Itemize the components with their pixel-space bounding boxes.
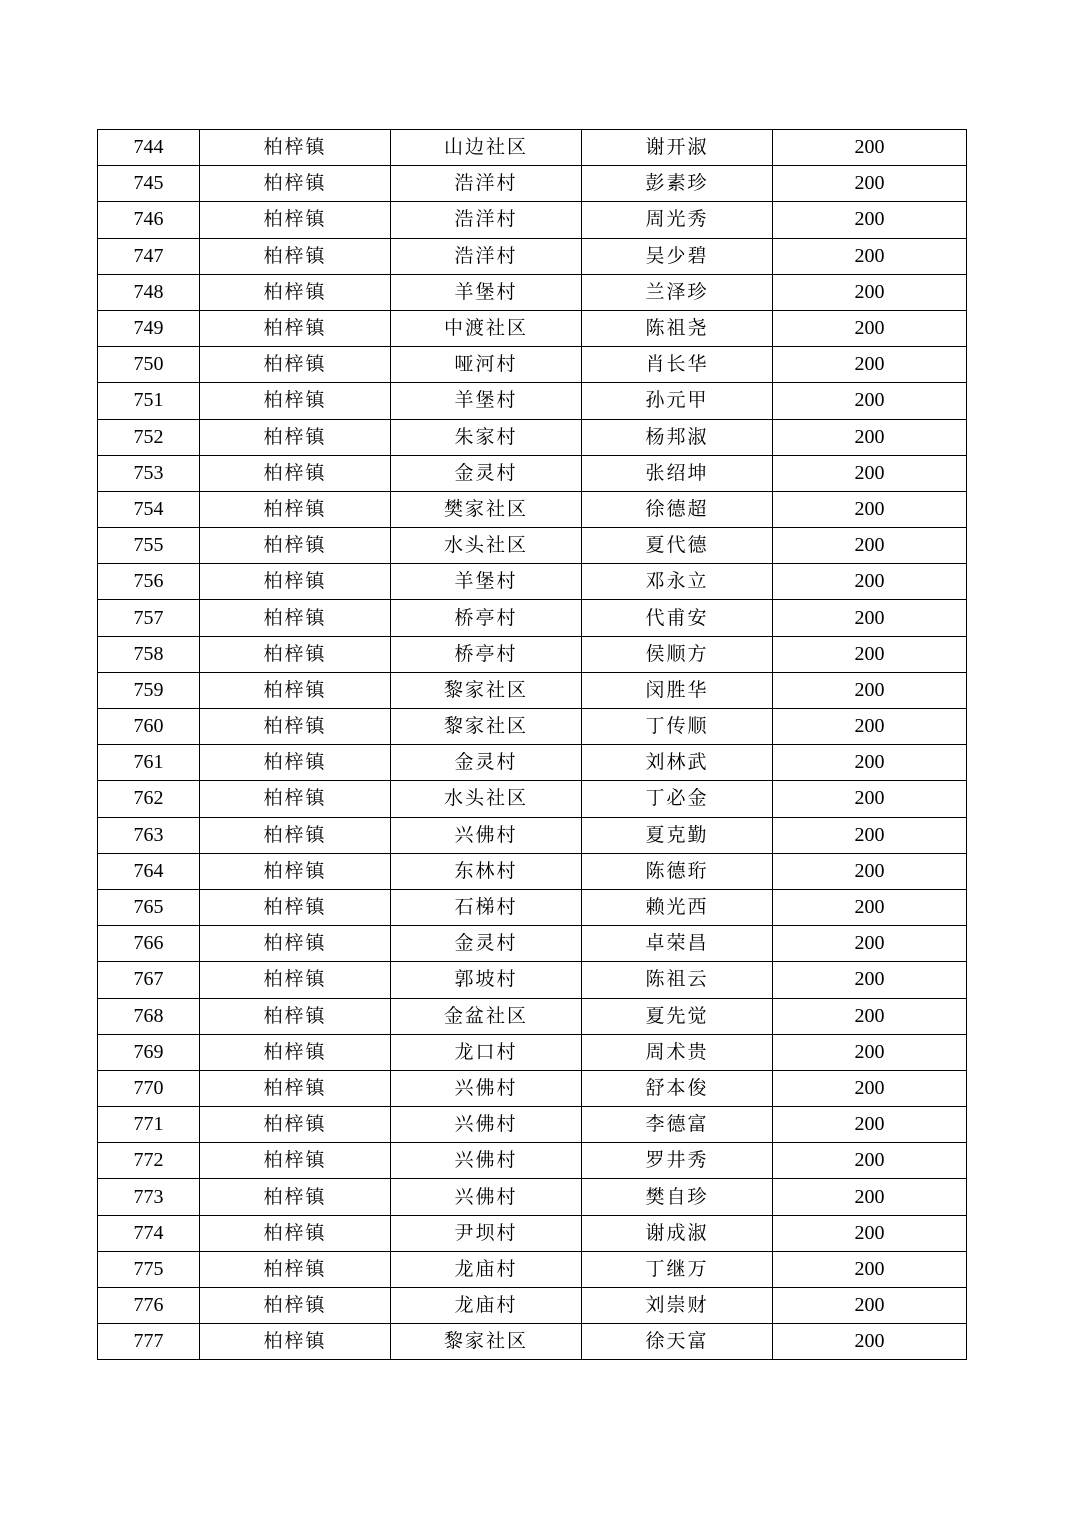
row-number-cell: 762 [98,781,200,817]
village-cell: 兴佛村 [391,817,582,853]
amount-cell: 200 [773,166,967,202]
town-cell: 柏梓镇 [200,1034,391,1070]
person-name-cell: 夏代德 [582,528,773,564]
town-cell: 柏梓镇 [200,383,391,419]
person-name-cell: 刘崇财 [582,1288,773,1324]
person-name-cell: 徐德超 [582,491,773,527]
roster-table [97,129,967,1360]
amount-cell: 200 [773,926,967,962]
row-number-cell: 770 [98,1070,200,1106]
town-cell: 柏梓镇 [200,1215,391,1251]
person-name-cell: 杨邦淑 [582,419,773,455]
amount-cell: 200 [773,1107,967,1143]
row-number-cell: 746 [98,202,200,238]
table-row [98,1288,967,1324]
table-row [98,781,967,817]
row-number-cell: 765 [98,889,200,925]
amount-cell: 200 [773,1215,967,1251]
table-row [98,202,967,238]
row-number-cell: 772 [98,1143,200,1179]
row-number-cell: 756 [98,564,200,600]
row-number-cell: 766 [98,926,200,962]
village-cell: 朱家村 [391,419,582,455]
town-cell: 柏梓镇 [200,817,391,853]
village-cell: 东林村 [391,853,582,889]
village-cell: 金灵村 [391,926,582,962]
amount-cell: 200 [773,745,967,781]
table-row [98,889,967,925]
amount-cell: 200 [773,310,967,346]
row-number-cell: 754 [98,491,200,527]
row-number-cell: 761 [98,745,200,781]
town-cell: 柏梓镇 [200,709,391,745]
person-name-cell: 张绍坤 [582,455,773,491]
town-cell: 柏梓镇 [200,1070,391,1106]
table-row [98,347,967,383]
town-cell: 柏梓镇 [200,419,391,455]
village-cell: 山边社区 [391,130,582,166]
table-row [98,1143,967,1179]
village-cell: 金盆社区 [391,998,582,1034]
town-cell: 柏梓镇 [200,1143,391,1179]
village-cell: 水头社区 [391,781,582,817]
row-number-cell: 767 [98,962,200,998]
amount-cell: 200 [773,347,967,383]
table-row [98,926,967,962]
table-row [98,817,967,853]
village-cell: 黎家社区 [391,709,582,745]
town-cell: 柏梓镇 [200,998,391,1034]
row-number-cell: 773 [98,1179,200,1215]
amount-cell: 200 [773,130,967,166]
table-row [98,383,967,419]
town-cell: 柏梓镇 [200,238,391,274]
village-cell: 龙庙村 [391,1288,582,1324]
village-cell: 中渡社区 [391,310,582,346]
person-name-cell: 丁继万 [582,1251,773,1287]
amount-cell: 200 [773,238,967,274]
village-cell: 兴佛村 [391,1070,582,1106]
person-name-cell: 陈祖尧 [582,310,773,346]
person-name-cell: 彭素珍 [582,166,773,202]
person-name-cell: 谢开淑 [582,130,773,166]
row-number-cell: 750 [98,347,200,383]
amount-cell: 200 [773,419,967,455]
person-name-cell: 夏先觉 [582,998,773,1034]
amount-cell: 200 [773,1324,967,1360]
row-number-cell: 755 [98,528,200,564]
amount-cell: 200 [773,853,967,889]
person-name-cell: 舒本俊 [582,1070,773,1106]
row-number-cell: 759 [98,672,200,708]
table-row [98,1107,967,1143]
village-cell: 石梯村 [391,889,582,925]
village-cell: 黎家社区 [391,1324,582,1360]
row-number-cell: 749 [98,310,200,346]
table-row [98,600,967,636]
row-number-cell: 744 [98,130,200,166]
row-number-cell: 757 [98,600,200,636]
person-name-cell: 陈德珩 [582,853,773,889]
table-row [98,1034,967,1070]
village-cell: 黎家社区 [391,672,582,708]
table-row [98,1215,967,1251]
row-number-cell: 769 [98,1034,200,1070]
town-cell: 柏梓镇 [200,130,391,166]
row-number-cell: 745 [98,166,200,202]
row-number-cell: 768 [98,998,200,1034]
person-name-cell: 刘林武 [582,745,773,781]
person-name-cell: 兰泽珍 [582,274,773,310]
table-row [98,130,967,166]
amount-cell: 200 [773,962,967,998]
row-number-cell: 758 [98,636,200,672]
person-name-cell: 吴少碧 [582,238,773,274]
amount-cell: 200 [773,1179,967,1215]
table-row [98,166,967,202]
table-row [98,1070,967,1106]
town-cell: 柏梓镇 [200,853,391,889]
row-number-cell: 777 [98,1324,200,1360]
row-number-cell: 774 [98,1215,200,1251]
table-row [98,528,967,564]
person-name-cell: 丁传顺 [582,709,773,745]
town-cell: 柏梓镇 [200,672,391,708]
town-cell: 柏梓镇 [200,491,391,527]
table-row [98,1324,967,1360]
row-number-cell: 751 [98,383,200,419]
amount-cell: 200 [773,491,967,527]
person-name-cell: 李德富 [582,1107,773,1143]
village-cell: 兴佛村 [391,1107,582,1143]
table-row [98,274,967,310]
table-row [98,1251,967,1287]
table-row [98,1179,967,1215]
town-cell: 柏梓镇 [200,1179,391,1215]
person-name-cell: 周光秀 [582,202,773,238]
village-cell: 羊堡村 [391,274,582,310]
person-name-cell: 孙元甲 [582,383,773,419]
village-cell: 兴佛村 [391,1143,582,1179]
table-row [98,238,967,274]
amount-cell: 200 [773,998,967,1034]
town-cell: 柏梓镇 [200,636,391,672]
town-cell: 柏梓镇 [200,347,391,383]
table-row [98,998,967,1034]
table-row [98,853,967,889]
person-name-cell: 代甫安 [582,600,773,636]
town-cell: 柏梓镇 [200,600,391,636]
town-cell: 柏梓镇 [200,781,391,817]
town-cell: 柏梓镇 [200,202,391,238]
person-name-cell: 陈祖云 [582,962,773,998]
person-name-cell: 罗井秀 [582,1143,773,1179]
row-number-cell: 775 [98,1251,200,1287]
person-name-cell: 侯顺方 [582,636,773,672]
village-cell: 浩洋村 [391,202,582,238]
village-cell: 金灵村 [391,745,582,781]
town-cell: 柏梓镇 [200,455,391,491]
row-number-cell: 760 [98,709,200,745]
village-cell: 尹坝村 [391,1215,582,1251]
table-row [98,491,967,527]
amount-cell: 200 [773,889,967,925]
row-number-cell: 764 [98,853,200,889]
village-cell: 郭坡村 [391,962,582,998]
person-name-cell: 卓荣昌 [582,926,773,962]
amount-cell: 200 [773,672,967,708]
village-cell: 哑河村 [391,347,582,383]
village-cell: 桥亭村 [391,636,582,672]
person-name-cell: 赖光西 [582,889,773,925]
table-row [98,672,967,708]
row-number-cell: 776 [98,1288,200,1324]
village-cell: 龙口村 [391,1034,582,1070]
amount-cell: 200 [773,1143,967,1179]
amount-cell: 200 [773,274,967,310]
row-number-cell: 771 [98,1107,200,1143]
amount-cell: 200 [773,1034,967,1070]
person-name-cell: 闵胜华 [582,672,773,708]
town-cell: 柏梓镇 [200,1324,391,1360]
village-cell: 兴佛村 [391,1179,582,1215]
table-row [98,709,967,745]
amount-cell: 200 [773,1251,967,1287]
town-cell: 柏梓镇 [200,1251,391,1287]
amount-cell: 200 [773,528,967,564]
town-cell: 柏梓镇 [200,274,391,310]
person-name-cell: 周术贵 [582,1034,773,1070]
amount-cell: 200 [773,817,967,853]
person-name-cell: 徐天富 [582,1324,773,1360]
amount-cell: 200 [773,600,967,636]
row-number-cell: 752 [98,419,200,455]
row-number-cell: 748 [98,274,200,310]
table-row [98,564,967,600]
person-name-cell: 谢成淑 [582,1215,773,1251]
person-name-cell: 樊自珍 [582,1179,773,1215]
town-cell: 柏梓镇 [200,889,391,925]
town-cell: 柏梓镇 [200,564,391,600]
village-cell: 浩洋村 [391,166,582,202]
table-row [98,636,967,672]
amount-cell: 200 [773,564,967,600]
village-cell: 羊堡村 [391,383,582,419]
village-cell: 羊堡村 [391,564,582,600]
town-cell: 柏梓镇 [200,926,391,962]
town-cell: 柏梓镇 [200,310,391,346]
row-number-cell: 747 [98,238,200,274]
person-name-cell: 肖长华 [582,347,773,383]
amount-cell: 200 [773,202,967,238]
amount-cell: 200 [773,709,967,745]
table-row [98,455,967,491]
town-cell: 柏梓镇 [200,166,391,202]
amount-cell: 200 [773,636,967,672]
village-cell: 桥亭村 [391,600,582,636]
row-number-cell: 763 [98,817,200,853]
town-cell: 柏梓镇 [200,1288,391,1324]
town-cell: 柏梓镇 [200,962,391,998]
amount-cell: 200 [773,455,967,491]
village-cell: 水头社区 [391,528,582,564]
table-row [98,962,967,998]
town-cell: 柏梓镇 [200,1107,391,1143]
amount-cell: 200 [773,781,967,817]
village-cell: 龙庙村 [391,1251,582,1287]
village-cell: 浩洋村 [391,238,582,274]
village-cell: 金灵村 [391,455,582,491]
amount-cell: 200 [773,1288,967,1324]
table-row [98,745,967,781]
table-row [98,310,967,346]
person-name-cell: 夏克勤 [582,817,773,853]
amount-cell: 200 [773,383,967,419]
amount-cell: 200 [773,1070,967,1106]
person-name-cell: 丁必金 [582,781,773,817]
row-number-cell: 753 [98,455,200,491]
table-row [98,419,967,455]
town-cell: 柏梓镇 [200,528,391,564]
person-name-cell: 邓永立 [582,564,773,600]
town-cell: 柏梓镇 [200,745,391,781]
roster-body [98,130,967,1360]
village-cell: 樊家社区 [391,491,582,527]
